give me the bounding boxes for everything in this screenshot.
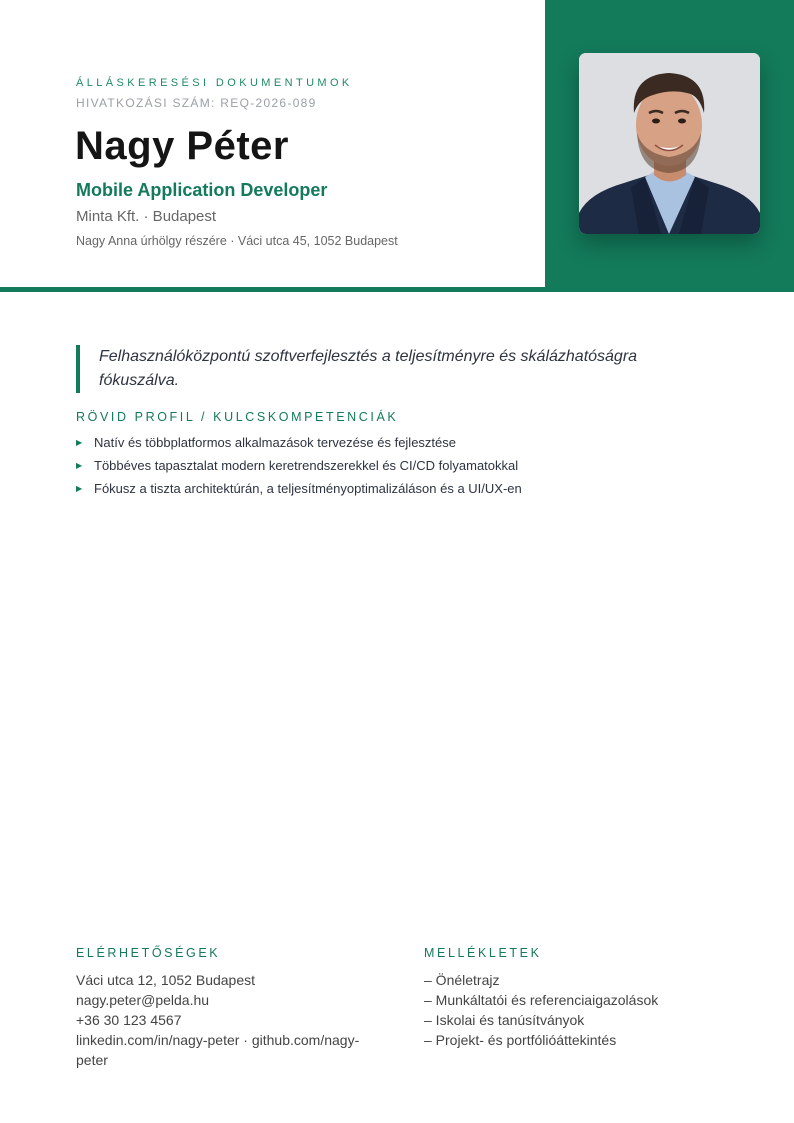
reference-number: HIVATKOZÁSI SZÁM: REQ-2026-089	[76, 96, 317, 110]
contact-section-title: ELÉRHETŐSÉGEK	[76, 946, 221, 960]
header-divider	[0, 287, 545, 292]
attachments-section-title: MELLÉKLETEK	[424, 946, 542, 960]
profile-section-title: RÖVID PROFIL / KULCSKOMPETENCIÁK	[76, 410, 399, 424]
competency-text: Többéves tapasztalat modern keretrendszerekkel és CI/CD folyamatokkal	[94, 458, 519, 473]
company-location: Minta Kft. · Budapest	[76, 208, 217, 225]
competency-list	[76, 434, 522, 503]
document-type-label: ÁLLÁSKERESÉSI DOKUMENTUMOK	[76, 77, 353, 89]
attachment-item: – Projekt- és portfólióáttekintés	[424, 1032, 617, 1048]
competency-text: Natív és többplatformos alkalmazások tervezése és fejlesztése	[94, 435, 457, 450]
contact-block	[76, 970, 376, 1070]
bullet-arrow-icon: ▶	[76, 484, 83, 493]
attachment-item: – Önéletrajz	[424, 972, 500, 988]
profile-photo	[579, 53, 760, 234]
tagline-quote: Felhasználóközpontú szoftverfejlesztés a teljesítményre és skálázhatóságra fókuszálva.	[76, 345, 679, 393]
candidate-role: Mobile Application Developer	[76, 180, 328, 200]
candidate-name: Nagy Péter	[75, 124, 289, 168]
list-item	[76, 457, 522, 480]
list-item	[76, 434, 522, 457]
contact-phone[interactable]: +36 30 123 4567	[76, 1012, 182, 1028]
attachment-item: – Iskolai és tanúsítványok	[424, 1012, 585, 1028]
contact-email[interactable]: nagy.peter@pelda.hu	[76, 992, 210, 1008]
contact-address: Váci utca 12, 1052 Budapest	[76, 972, 256, 988]
addressee-line: Nagy Anna úrhölgy részére · Váci utca 45, 1052 Budapest	[76, 234, 398, 248]
contact-links[interactable]: linkedin.com/in/nagy-peter · github.com/nagy-	[76, 1032, 360, 1048]
contact-links-cont[interactable]: peter	[76, 1052, 108, 1068]
bullet-arrow-icon: ▶	[76, 438, 83, 447]
attachments-block	[424, 970, 724, 1050]
competency-text: Fókusz a tiszta architektúrán, a teljesítményoptimalizáláson és a UI/UX-en	[94, 481, 522, 496]
list-item	[76, 480, 522, 503]
attachment-item: – Munkáltatói és referenciaigazolások	[424, 992, 659, 1008]
bullet-arrow-icon: ▶	[76, 461, 83, 470]
